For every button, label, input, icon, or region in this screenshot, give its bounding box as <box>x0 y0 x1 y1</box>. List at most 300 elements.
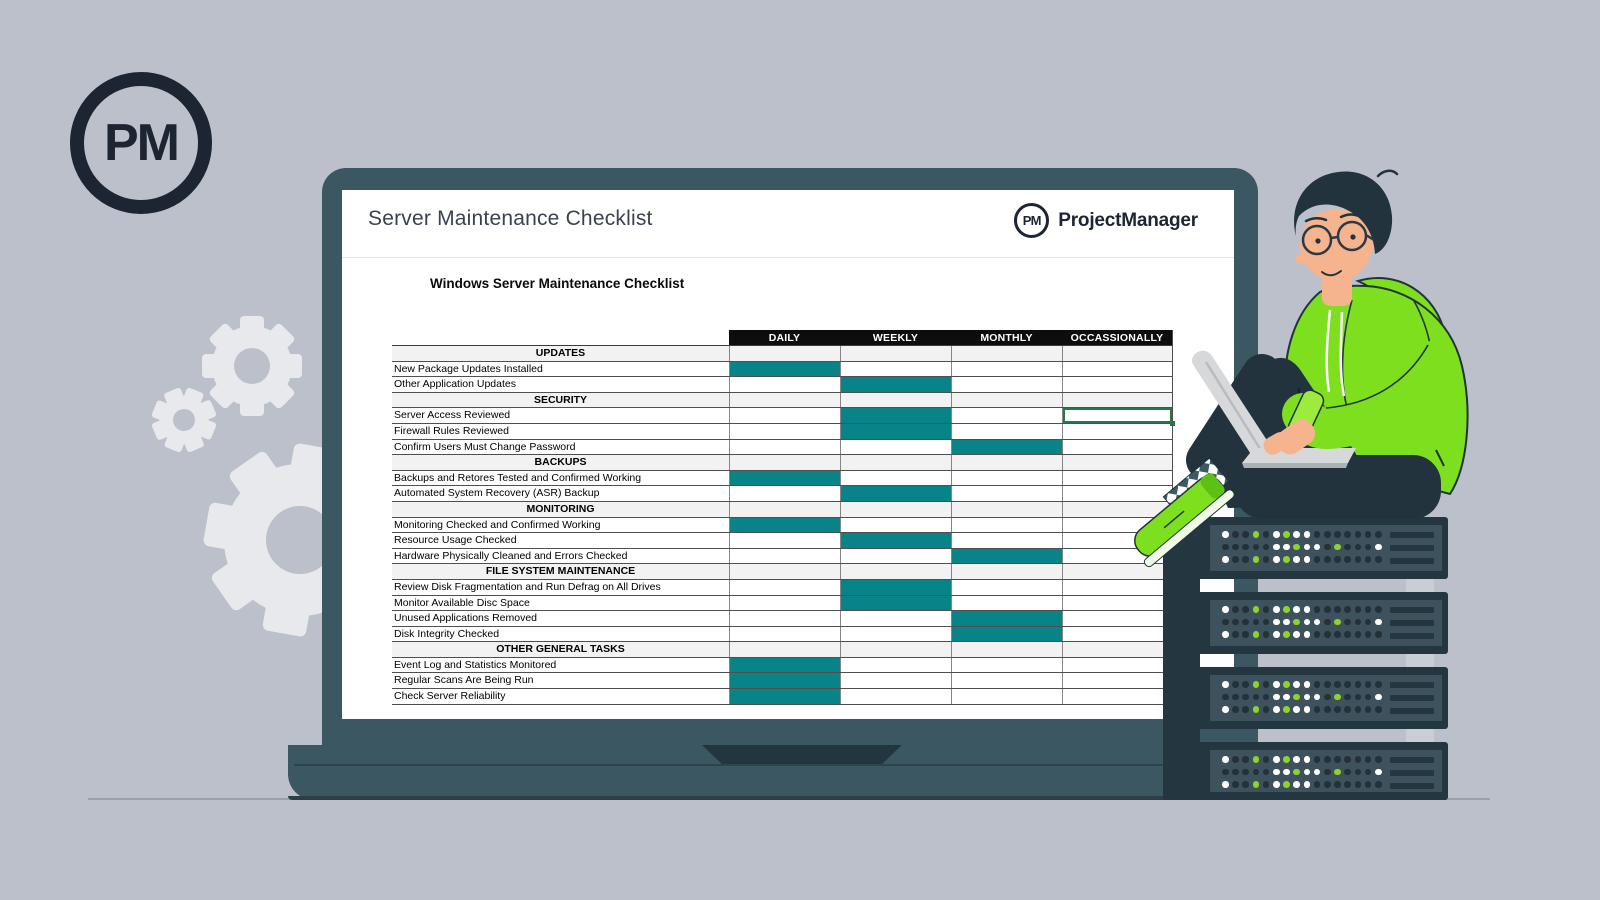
rack-led-light <box>1324 694 1331 701</box>
rack-led-light <box>1355 694 1362 701</box>
rack-led-light <box>1355 756 1362 763</box>
rack-led-light <box>1355 706 1362 713</box>
rack-led-light <box>1334 769 1341 776</box>
section-cell[interactable] <box>1062 346 1173 361</box>
rack-led-light <box>1273 706 1280 713</box>
frequency-cell-monthly[interactable] <box>951 596 1062 611</box>
smile <box>1322 271 1341 275</box>
rack-unit <box>1163 592 1448 654</box>
hand <box>1272 415 1320 459</box>
rack-led-light <box>1324 556 1331 563</box>
rack-led-light <box>1232 531 1239 538</box>
frequency-cell-daily[interactable] <box>729 580 840 595</box>
page-title: Server Maintenance Checklist <box>368 207 653 230</box>
rack-led-light <box>1293 556 1300 563</box>
frequency-cell-weekly[interactable] <box>840 377 951 392</box>
rack-led-light <box>1242 706 1249 713</box>
section-label-cell[interactable]: UPDATES <box>392 346 729 361</box>
column-header-weekly[interactable]: WEEKLY <box>840 330 951 345</box>
rack-led-light <box>1222 544 1229 551</box>
rack-led-light <box>1365 681 1372 688</box>
rack-led-light <box>1365 544 1372 551</box>
section-cell[interactable] <box>729 455 840 470</box>
task-label-cell[interactable]: Automated System Recovery (ASR) Backup <box>394 487 600 500</box>
rack-led-light <box>1222 694 1229 701</box>
frequency-cell-daily[interactable] <box>729 362 840 377</box>
rack-led-light <box>1324 631 1331 638</box>
rack-led-light <box>1314 531 1321 538</box>
rack-led-light <box>1334 531 1341 538</box>
rack-led-light <box>1355 619 1362 626</box>
frequency-cell-occassionally[interactable] <box>1062 533 1173 548</box>
hand-fingers <box>1261 429 1293 458</box>
rack-led-light <box>1304 781 1311 788</box>
rack-led-light <box>1263 694 1270 701</box>
rack-led-light <box>1344 706 1351 713</box>
rack-led-light <box>1324 544 1331 551</box>
frequency-cell-daily[interactable] <box>729 424 840 439</box>
rack-led-light <box>1222 781 1229 788</box>
brand-name: ProjectManager <box>1058 209 1198 231</box>
rack-led-light <box>1324 781 1331 788</box>
frequency-cell-daily[interactable] <box>729 486 840 501</box>
table-row <box>392 440 1173 456</box>
rack-led-light <box>1253 769 1260 776</box>
rack-led-light <box>1344 544 1351 551</box>
rack-led-light <box>1365 631 1372 638</box>
hoodie-fold-line <box>1343 300 1352 416</box>
rack-led-light <box>1355 781 1362 788</box>
section-cell[interactable] <box>840 502 951 517</box>
rack-led-light <box>1222 619 1229 626</box>
rack-front-panel <box>1210 600 1442 646</box>
frequency-cell-monthly[interactable] <box>951 377 1062 392</box>
rack-led-light <box>1334 781 1341 788</box>
frequency-cell-weekly[interactable] <box>840 440 951 455</box>
rack-vent-bar <box>1390 633 1434 639</box>
rack-led-light <box>1263 706 1270 713</box>
section-cell[interactable] <box>840 346 951 361</box>
rack-led-light <box>1375 756 1382 763</box>
rack-led-light <box>1304 619 1311 626</box>
frequency-cell-occassionally[interactable] <box>1062 596 1173 611</box>
rack-led-light <box>1232 681 1239 688</box>
rack-led-light <box>1304 606 1311 613</box>
rack-led-light <box>1314 681 1321 688</box>
rack-led-light <box>1293 631 1300 638</box>
column-header-monthly[interactable]: MONTHLY <box>951 330 1062 345</box>
rack-led-light <box>1293 681 1300 688</box>
rack-unit <box>1163 667 1448 729</box>
section-cell[interactable] <box>1062 564 1173 579</box>
rack-led-light <box>1273 619 1280 626</box>
frequency-cell-daily[interactable] <box>729 689 840 704</box>
table-row <box>392 486 1173 502</box>
neck <box>1322 268 1352 306</box>
face <box>1300 209 1372 281</box>
rack-led-light <box>1375 681 1382 688</box>
frequency-cell-occassionally[interactable] <box>1062 486 1173 501</box>
task-label-cell[interactable]: New Package Updates Installed <box>394 362 543 375</box>
frequency-cell-weekly[interactable] <box>840 533 951 548</box>
rack-led-light <box>1355 531 1362 538</box>
column-header-daily[interactable]: DAILY <box>729 330 840 345</box>
frequency-cell-monthly[interactable] <box>951 673 1062 688</box>
rack-led-light <box>1355 631 1362 638</box>
table-row <box>392 673 1173 689</box>
rack-led-light <box>1344 619 1351 626</box>
rack-led-light <box>1314 606 1321 613</box>
section-cell[interactable] <box>729 642 840 657</box>
hair-strand <box>1378 171 1397 176</box>
rack-led-light <box>1314 694 1321 701</box>
section-cell[interactable] <box>729 564 840 579</box>
frequency-cell-daily[interactable] <box>729 471 840 486</box>
rack-led-light <box>1263 756 1270 763</box>
rack-led-light <box>1344 769 1351 776</box>
section-cell[interactable] <box>951 393 1062 408</box>
frequency-cell-monthly[interactable] <box>951 471 1062 486</box>
rack-led-light <box>1253 756 1260 763</box>
frequency-cell-occassionally[interactable] <box>1062 627 1173 642</box>
hoodie-hem-ribs <box>1388 450 1444 486</box>
rack-led-light <box>1253 706 1260 713</box>
rack-led-light <box>1263 681 1270 688</box>
frequency-cell-monthly[interactable] <box>951 689 1062 704</box>
table-row <box>392 658 1173 674</box>
task-label-cell[interactable]: Disk Integrity Checked <box>394 627 500 640</box>
rack-led-light <box>1324 619 1331 626</box>
frequency-cell-weekly[interactable] <box>840 518 951 533</box>
section-cell[interactable] <box>1062 642 1173 657</box>
rack-led-light <box>1355 681 1362 688</box>
section-label-cell[interactable]: SECURITY <box>392 393 729 408</box>
rack-led-light <box>1334 556 1341 563</box>
rack-vent-bar <box>1390 532 1434 538</box>
section-label-cell[interactable]: MONITORING <box>392 502 729 517</box>
section-cell[interactable] <box>840 564 951 579</box>
section-cell[interactable] <box>729 393 840 408</box>
rack-led-light <box>1283 756 1290 763</box>
rack-led-light <box>1232 619 1239 626</box>
frequency-cell-monthly[interactable] <box>951 611 1062 626</box>
frequency-cell-daily[interactable] <box>729 518 840 533</box>
task-label-cell[interactable]: Firewall Rules Reviewed <box>394 424 509 437</box>
rack-led-light <box>1273 631 1280 638</box>
rack-led-light <box>1293 756 1300 763</box>
rack-led-light <box>1253 681 1260 688</box>
task-label-cell[interactable]: Server Access Reviewed <box>394 409 511 422</box>
rack-led-light <box>1283 556 1290 563</box>
task-label-cell[interactable]: Regular Scans Are Being Run <box>394 674 534 687</box>
rack-led-light <box>1283 531 1290 538</box>
rack-led-light <box>1314 781 1321 788</box>
rack-led-light <box>1334 681 1341 688</box>
rack-vent-bar <box>1390 682 1434 688</box>
rack-led-light <box>1324 756 1331 763</box>
frequency-cell-monthly[interactable] <box>951 627 1062 642</box>
section-cell[interactable] <box>840 393 951 408</box>
rack-led-light <box>1375 781 1382 788</box>
rack-led-light <box>1334 631 1341 638</box>
frequency-cell-weekly[interactable] <box>840 627 951 642</box>
rack-led-light <box>1273 694 1280 701</box>
frequency-cell-occassionally[interactable] <box>1062 673 1173 688</box>
rack-led-light <box>1273 544 1280 551</box>
frequency-cell-weekly[interactable] <box>840 408 951 423</box>
rack-led-light <box>1242 781 1249 788</box>
rack-led-light <box>1304 556 1311 563</box>
frequency-cell-daily[interactable] <box>729 377 840 392</box>
laptop-hinge-notch <box>702 745 902 766</box>
table-row <box>392 533 1173 549</box>
frequency-cell-monthly[interactable] <box>951 580 1062 595</box>
rack-led-light <box>1293 531 1300 538</box>
section-label-cell[interactable]: FILE SYSTEM MAINTENANCE <box>392 564 729 579</box>
frequency-cell-occassionally[interactable] <box>1062 611 1173 626</box>
section-cell[interactable] <box>951 346 1062 361</box>
rack-led-light <box>1314 544 1321 551</box>
section-cell[interactable] <box>951 642 1062 657</box>
task-label-cell[interactable]: Resource Usage Checked <box>394 534 517 547</box>
section-cell[interactable] <box>1062 393 1173 408</box>
hoodie-fold-line <box>1414 301 1433 399</box>
section-row <box>392 455 1173 471</box>
frequency-cell-occassionally[interactable] <box>1062 518 1173 533</box>
lap-laptop-base <box>1242 448 1356 463</box>
rack-led-light <box>1222 706 1229 713</box>
frequency-cell-monthly[interactable] <box>951 549 1062 564</box>
section-cell[interactable] <box>951 455 1062 470</box>
task-label-cell[interactable]: Unused Applications Removed <box>394 612 538 625</box>
section-cell[interactable] <box>1062 502 1173 517</box>
rack-led-light <box>1283 606 1290 613</box>
section-cell[interactable] <box>729 346 840 361</box>
frequency-cell-weekly[interactable] <box>840 658 951 673</box>
section-cell[interactable] <box>1062 455 1173 470</box>
frequency-cell-daily[interactable] <box>729 533 840 548</box>
frequency-cell-weekly[interactable] <box>840 362 951 377</box>
section-cell[interactable] <box>840 455 951 470</box>
frequency-cell-weekly[interactable] <box>840 471 951 486</box>
section-cell[interactable] <box>951 502 1062 517</box>
rack-led-light <box>1242 544 1249 551</box>
frequency-cell-occassionally[interactable] <box>1062 658 1173 673</box>
frequency-cell-monthly[interactable] <box>951 440 1062 455</box>
task-label-cell[interactable]: Event Log and Statistics Monitored <box>394 658 557 671</box>
frequency-cell-daily[interactable] <box>729 611 840 626</box>
frequency-cell-monthly[interactable] <box>951 362 1062 377</box>
rack-led-light <box>1222 756 1229 763</box>
rack-led-light <box>1253 606 1260 613</box>
rack-led-light <box>1365 694 1372 701</box>
rack-led-light <box>1293 706 1300 713</box>
frequency-cell-monthly[interactable] <box>951 533 1062 548</box>
rack-led-light <box>1375 556 1382 563</box>
frequency-cell-occassionally[interactable] <box>1062 377 1173 392</box>
rack-led-light <box>1365 556 1372 563</box>
rack-unit <box>1163 742 1448 800</box>
rack-led-light <box>1344 781 1351 788</box>
frequency-cell-daily[interactable] <box>729 596 840 611</box>
rack-led-light <box>1375 631 1382 638</box>
frequency-cell-daily[interactable] <box>729 673 840 688</box>
rack-led-light <box>1263 606 1270 613</box>
rack-led-light <box>1263 781 1270 788</box>
task-label-cell[interactable]: Backups and Retores Tested and Confirmed Working <box>394 471 642 484</box>
frequency-cell-occassionally[interactable] <box>1062 549 1173 564</box>
rack-vent-bar <box>1390 757 1434 763</box>
task-label-cell[interactable]: Monitor Available Disc Space <box>394 596 530 609</box>
laptop-base-edge <box>288 796 1292 800</box>
rack-led-light <box>1263 531 1270 538</box>
section-cell[interactable] <box>951 564 1062 579</box>
rack-led-light <box>1253 694 1260 701</box>
server-rack-stack <box>1163 517 1448 800</box>
pm-logo-text: PM <box>104 114 178 172</box>
rack-led-light <box>1304 769 1311 776</box>
rack-led-light <box>1222 681 1229 688</box>
rack-led-light <box>1344 631 1351 638</box>
table-row <box>392 518 1173 534</box>
rack-vent-bar <box>1390 620 1434 626</box>
rack-led-light <box>1242 531 1249 538</box>
frequency-cell-occassionally[interactable] <box>1062 408 1173 423</box>
frequency-cell-weekly[interactable] <box>840 689 951 704</box>
frequency-cell-weekly[interactable] <box>840 611 951 626</box>
frequency-cell-occassionally[interactable] <box>1062 440 1173 455</box>
section-row <box>392 502 1173 518</box>
frequency-cell-daily[interactable] <box>729 408 840 423</box>
section-cell[interactable] <box>729 502 840 517</box>
frequency-cell-weekly[interactable] <box>840 549 951 564</box>
task-label-cell[interactable]: Monitoring Checked and Confirmed Working <box>394 518 601 531</box>
pupil <box>1315 238 1320 243</box>
frequency-cell-daily[interactable] <box>729 658 840 673</box>
task-label-cell[interactable]: Confirm Users Must Change Password <box>394 440 576 453</box>
checklist-table <box>392 330 1173 705</box>
rack-led-light <box>1344 556 1351 563</box>
rack-led-light <box>1263 544 1270 551</box>
rack-led-light <box>1355 556 1362 563</box>
rack-led-light <box>1253 781 1260 788</box>
rack-led-light <box>1242 756 1249 763</box>
task-label-cell[interactable]: Hardware Physically Cleaned and Errors Checked <box>394 549 628 562</box>
rack-led-light <box>1242 694 1249 701</box>
rack-led-light <box>1232 544 1239 551</box>
rack-led-light <box>1334 756 1341 763</box>
section-label-cell[interactable]: BACKUPS <box>392 455 729 470</box>
hoodie-drawstring <box>1341 312 1344 396</box>
sleeve-outline <box>1326 345 1428 408</box>
rack-connector-tab <box>1406 729 1434 742</box>
frequency-cell-daily[interactable] <box>729 627 840 642</box>
rack-led-light <box>1365 756 1372 763</box>
hoodie-drawstring <box>1327 310 1330 392</box>
hoodie-torso <box>1285 286 1467 494</box>
sleeve-cuff <box>1286 388 1326 441</box>
rack-led-light <box>1375 544 1382 551</box>
rack-front-panel <box>1210 525 1442 571</box>
frequency-cell-monthly[interactable] <box>951 658 1062 673</box>
rack-led-light <box>1344 756 1351 763</box>
rack-led-light <box>1375 769 1382 776</box>
rack-led-light <box>1304 694 1311 701</box>
task-label-cell[interactable]: Check Server Reliability <box>394 690 506 703</box>
section-cell[interactable] <box>840 642 951 657</box>
rack-front-panel <box>1210 675 1442 721</box>
frequency-cell-weekly[interactable] <box>840 486 951 501</box>
rack-led-light <box>1232 556 1239 563</box>
rack-led-light <box>1304 756 1311 763</box>
task-label-cell[interactable]: Other Application Updates <box>394 378 516 391</box>
frequency-cell-occassionally[interactable] <box>1062 424 1173 439</box>
rack-led-light <box>1242 769 1249 776</box>
frequency-cell-weekly[interactable] <box>840 580 951 595</box>
laptop-base-seam <box>294 764 1286 766</box>
frequency-cell-monthly[interactable] <box>951 408 1062 423</box>
rack-led-light <box>1324 769 1331 776</box>
frequency-cell-daily[interactable] <box>729 549 840 564</box>
rack-led-light <box>1293 544 1300 551</box>
column-header-occassionally[interactable]: OCCASSIONALLY <box>1062 330 1173 345</box>
table-row <box>392 424 1173 440</box>
pm-logo-badge <box>70 72 212 214</box>
frequency-cell-weekly[interactable] <box>840 424 951 439</box>
rack-led-light <box>1314 556 1321 563</box>
frequency-cell-weekly[interactable] <box>840 673 951 688</box>
section-label-cell[interactable]: OTHER GENERAL TASKS <box>392 642 729 657</box>
table-row <box>392 362 1173 378</box>
table-row <box>392 471 1173 487</box>
frequency-cell-daily[interactable] <box>729 440 840 455</box>
header-divider <box>342 257 1234 258</box>
pants-crease <box>1298 388 1301 434</box>
frequency-cell-occassionally[interactable] <box>1062 471 1173 486</box>
rack-vent-bar <box>1390 545 1434 551</box>
frequency-cell-occassionally[interactable] <box>1062 580 1173 595</box>
rack-led-light <box>1232 706 1239 713</box>
rack-led-light <box>1314 706 1321 713</box>
task-label-cell[interactable]: Review Disk Fragmentation and Run Defrag on All Drives <box>394 580 661 593</box>
frequency-cell-monthly[interactable] <box>951 518 1062 533</box>
frequency-cell-monthly[interactable] <box>951 424 1062 439</box>
rack-led-light <box>1344 681 1351 688</box>
frequency-cell-occassionally[interactable] <box>1062 689 1173 704</box>
rack-vent-bar <box>1390 695 1434 701</box>
rack-led-light <box>1375 706 1382 713</box>
rack-led-light <box>1324 606 1331 613</box>
frequency-cell-weekly[interactable] <box>840 596 951 611</box>
rack-led-light <box>1222 631 1229 638</box>
gear-icon-medium <box>202 316 302 416</box>
laptop-screen <box>342 190 1234 719</box>
section-row <box>392 642 1173 658</box>
pants-seat <box>1235 455 1441 519</box>
section-row <box>392 346 1173 362</box>
rack-led-light <box>1273 756 1280 763</box>
rack-led-light <box>1232 769 1239 776</box>
frequency-cell-occassionally[interactable] <box>1062 362 1173 377</box>
rack-led-light <box>1242 631 1249 638</box>
rack-led-light <box>1232 781 1239 788</box>
rack-led-light <box>1283 769 1290 776</box>
frequency-cell-monthly[interactable] <box>951 486 1062 501</box>
hoodie-hood <box>1358 278 1447 415</box>
rack-led-light <box>1365 769 1372 776</box>
table-row <box>392 596 1173 612</box>
rack-led-light <box>1273 606 1280 613</box>
